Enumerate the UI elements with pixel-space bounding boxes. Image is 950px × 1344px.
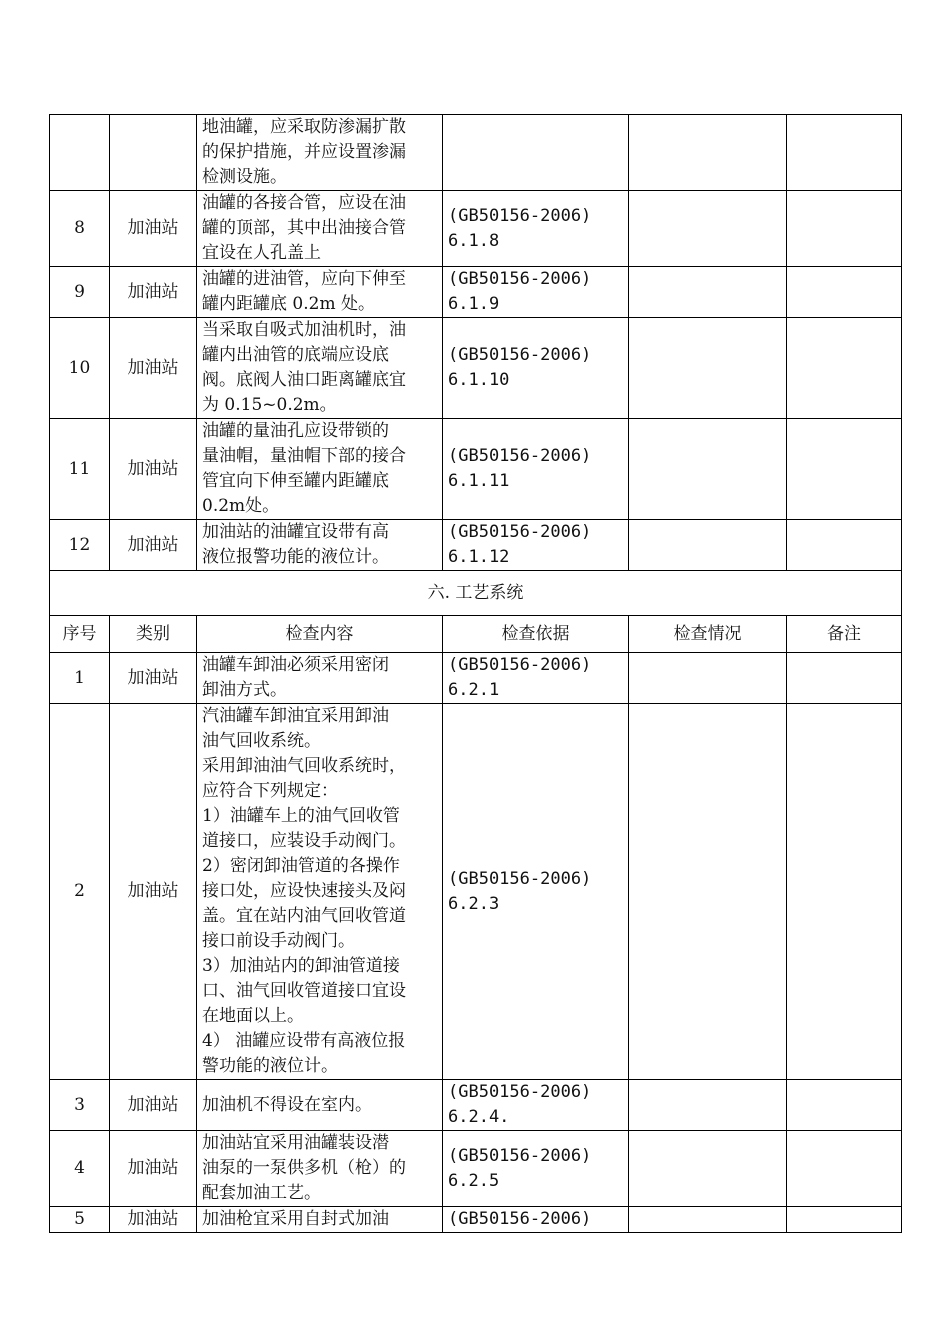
row-content: 油罐的各接合管，应设在油 罐的顶部，其中出油接合管 宜设在人孔盖上 — [197, 191, 443, 267]
table-row — [50, 419, 902, 520]
row-number: 11 — [50, 419, 110, 520]
row-category: 加油站 — [110, 419, 197, 520]
row-status — [629, 520, 787, 571]
row-number — [50, 115, 110, 191]
row-number: 4 — [50, 1131, 110, 1207]
row-status — [629, 191, 787, 267]
row-number: 1 — [50, 653, 110, 704]
row-number: 8 — [50, 191, 110, 267]
row-number: 10 — [50, 318, 110, 419]
table-row — [50, 1131, 902, 1207]
row-category: 加油站 — [110, 318, 197, 419]
row-basis: (GB50156-2006) 6.2.4. — [443, 1080, 629, 1131]
row-basis: (GB50156-2006) 6.1.8 — [443, 191, 629, 267]
row-content: 汽油罐车卸油宜采用卸油 油气回收系统。 采用卸油油气回收系统时， 应符合下列规定： 1）油罐车上的油气回收管 道接口，应装设手动阀门。 2）密闭卸油管道的各操作 接口处，应设快速接头及闷 盖。宜在站内油气回收管道 接口前设手动阀门。 3）加油站内的卸油管道接 口、油气回收管道接口宜设 在地面以上。 4） 油罐应设带有高液位报 警功能的液位计。 — [197, 704, 443, 1080]
row-category: 加油站 — [110, 1207, 197, 1233]
row-content: 加油站的油罐宜设带有高 液位报警功能的液位计。 — [197, 520, 443, 571]
row-category: 加油站 — [110, 704, 197, 1080]
row-status — [629, 704, 787, 1080]
table-row — [50, 653, 902, 704]
row-number: 5 — [50, 1207, 110, 1233]
row-content: 油罐的量油孔应设带锁的 量油帽，量油帽下部的接合 管宜向下伸至罐内距罐底 0.2m处。 — [197, 419, 443, 520]
row-category — [110, 115, 197, 191]
row-basis: (GB50156-2006) — [443, 1207, 629, 1233]
row-remark — [787, 115, 902, 191]
row-remark — [787, 267, 902, 318]
table-row — [50, 318, 902, 419]
row-content: 加油枪宜采用自封式加油 — [197, 1207, 443, 1233]
row-basis: (GB50156-2006) 6.1.10 — [443, 318, 629, 419]
row-number: 9 — [50, 267, 110, 318]
row-remark — [787, 318, 902, 419]
row-status — [629, 1207, 787, 1233]
table-row — [50, 520, 902, 571]
row-content: 当采取自吸式加油机时，油 罐内出油管的底端应设底 阀。底阀人油口距离罐底宜 为 0.15~0.2m。 — [197, 318, 443, 419]
header-category: 类别 — [110, 616, 197, 653]
row-number: 3 — [50, 1080, 110, 1131]
row-category: 加油站 — [110, 191, 197, 267]
header-no: 序号 — [50, 616, 110, 653]
section-title: 六. 工艺系统 — [50, 571, 902, 616]
table-row — [50, 1207, 902, 1233]
row-status — [629, 115, 787, 191]
header-remark: 备注 — [787, 616, 902, 653]
row-remark — [787, 419, 902, 520]
table-row — [50, 1080, 902, 1131]
row-status — [629, 267, 787, 318]
row-basis: (GB50156-2006) 6.2.5 — [443, 1131, 629, 1207]
row-remark — [787, 653, 902, 704]
row-remark — [787, 191, 902, 267]
row-status — [629, 1080, 787, 1131]
row-status — [629, 318, 787, 419]
table-row — [50, 704, 902, 1080]
row-content: 加油站宜采用油罐装设潜 油泵的一泵供多机（枪）的 配套加油工艺。 — [197, 1131, 443, 1207]
row-remark — [787, 1207, 902, 1233]
row-remark — [787, 704, 902, 1080]
inspection-table — [49, 114, 902, 1233]
row-category: 加油站 — [110, 1080, 197, 1131]
table-row — [50, 115, 902, 191]
row-remark — [787, 1131, 902, 1207]
row-content: 加油机不得设在室内。 — [197, 1080, 443, 1131]
row-basis: (GB50156-2006) 6.2.1 — [443, 653, 629, 704]
row-category: 加油站 — [110, 267, 197, 318]
row-content: 油罐的进油管，应向下伸至 罐内距罐底 0.2m 处。 — [197, 267, 443, 318]
row-basis — [443, 115, 629, 191]
table-row — [50, 191, 902, 267]
table-row — [50, 267, 902, 318]
header-basis: 检查依据 — [443, 616, 629, 653]
row-number: 2 — [50, 704, 110, 1080]
row-status — [629, 653, 787, 704]
header-status: 检查情况 — [629, 616, 787, 653]
row-remark — [787, 520, 902, 571]
section-row — [50, 571, 902, 616]
header-content: 检查内容 — [197, 616, 443, 653]
row-content: 油罐车卸油必须采用密闭 卸油方式。 — [197, 653, 443, 704]
row-basis: (GB50156-2006) 6.1.11 — [443, 419, 629, 520]
row-status — [629, 419, 787, 520]
row-content: 地油罐，应采取防渗漏扩散 的保护措施，并应设置渗漏 检测设施。 — [197, 115, 443, 191]
row-basis: (GB50156-2006) 6.1.12 — [443, 520, 629, 571]
row-category: 加油站 — [110, 1131, 197, 1207]
row-category: 加油站 — [110, 520, 197, 571]
row-remark — [787, 1080, 902, 1131]
row-basis: (GB50156-2006) 6.2.3 — [443, 704, 629, 1080]
row-status — [629, 1131, 787, 1207]
row-category: 加油站 — [110, 653, 197, 704]
header-row — [50, 616, 902, 653]
row-basis: (GB50156-2006) 6.1.9 — [443, 267, 629, 318]
row-number: 12 — [50, 520, 110, 571]
